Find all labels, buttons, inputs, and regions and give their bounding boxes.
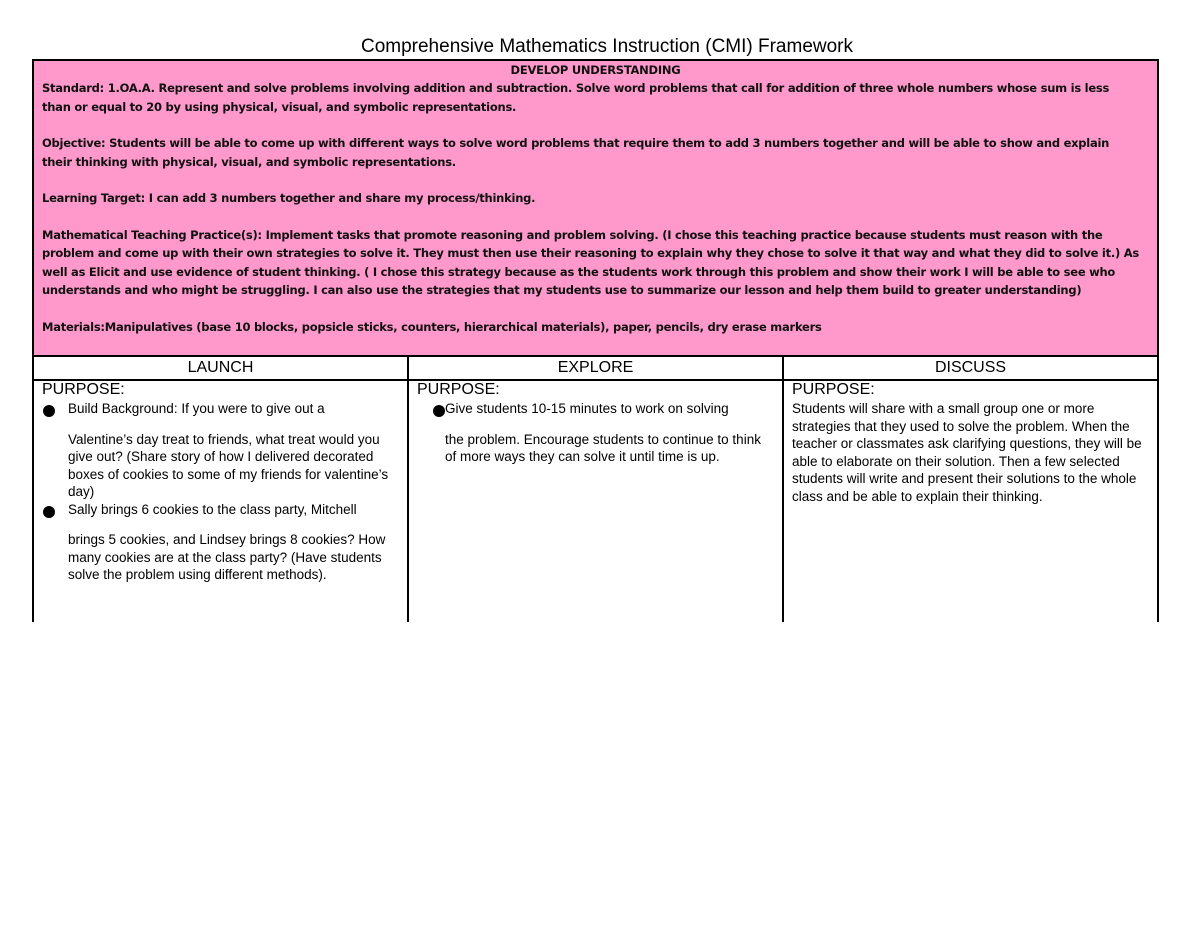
learning-target-text: Learning Target: I can add 3 numbers together and share my process/thinking. <box>42 191 536 205</box>
explore-bullet-1-rest: the problem. Encourage students to continue to think of more ways they can solve it until time is up. <box>445 431 761 464</box>
launch-header: LAUNCH <box>32 357 407 379</box>
explore-purpose-label: PURPOSE: <box>417 381 500 398</box>
bullet-icon <box>43 506 55 518</box>
develop-understanding-heading: DEVELOP UNDERSTANDING <box>510 63 681 77</box>
teaching-practice-text: Mathematical Teaching Practice(s): Implement tasks that promote reasoning and problem solving. (I chose this teaching practice because students must reason with the problem and come up with their own strategies to solve it. They must then use their reasoning to explain why they chose to solve it that way and what they did to solve it.) As well as Elicit and use evidence of student thinking. ( I chose this strategy because as the students work through this problem and show their work I will be able to see who understands and who might be struggling. I can also use the strategies that my students use to summarize our lesson and help them build to greater understanding) <box>42 227 1139 297</box>
launch-purpose-label: PURPOSE: <box>42 381 125 398</box>
launch-column <box>32 378 407 622</box>
develop-understanding-box <box>32 59 1159 357</box>
launch-bullet-2-line1: Sally brings 6 cookies to the class party, Mitchell <box>68 501 357 517</box>
explore-bullet-1-line1: Give students 10-15 minutes to work on solving <box>445 401 729 416</box>
discuss-description: Students will share with a small group one or more strategies that they used to solve the problem. When the teacher or classmates ask clarifying questions, they will be able to elaborate on their solution. Then a few selected students will write and present their solutions to the whole class and be able to explain their thinking. <box>792 401 1142 504</box>
discuss-purpose-label: PURPOSE: <box>792 381 875 398</box>
explore-column <box>407 378 782 622</box>
materials-text: Materials:Manipulatives (base 10 blocks, popsicle sticks, counters, hierarchical materials), paper, pencils, dry erase markers <box>42 319 822 334</box>
launch-bullet-background <box>42 400 399 501</box>
discuss-header: DISCUSS <box>782 357 1159 379</box>
explore-bullet-work-time <box>417 400 774 466</box>
launch-bullet-problem <box>42 501 399 584</box>
launch-bullet-1-line1: Build Background: If you were to give out a <box>68 401 325 416</box>
bullet-icon <box>433 405 445 417</box>
bullet-icon <box>43 405 55 417</box>
discuss-column <box>782 378 1159 622</box>
explore-header: EXPLORE <box>407 357 782 379</box>
document-title: Comprehensive Mathematics Instruction (CMI) Framework <box>360 36 854 57</box>
objective-text: Objective: Students will be able to come up with different ways to solve word problems that require them to add 3 numbers together and will be able to show and explain their thinking with physical, visual, and symbolic representations. <box>42 136 1110 169</box>
phase-body-row <box>32 378 1159 622</box>
launch-bullet-1-rest: Valentine’s day treat to friends, what treat would you give out? (Share story of how I delivered decorated boxes of cookies to some of my friends for valentine’s day) <box>68 431 389 499</box>
standard-text: Standard: 1.OA.A. Represent and solve problems involving addition and subtraction. Solve word problems that call for addition of three whole numbers whose sum is less than or equal to 20 by using physical, visual, and symbolic representations. <box>42 81 1110 114</box>
launch-bullet-2-rest: brings 5 cookies, and Lindsey brings 8 cookies? How many cookies are at the class party? (Have students solve the problem using different methods). <box>68 532 386 582</box>
